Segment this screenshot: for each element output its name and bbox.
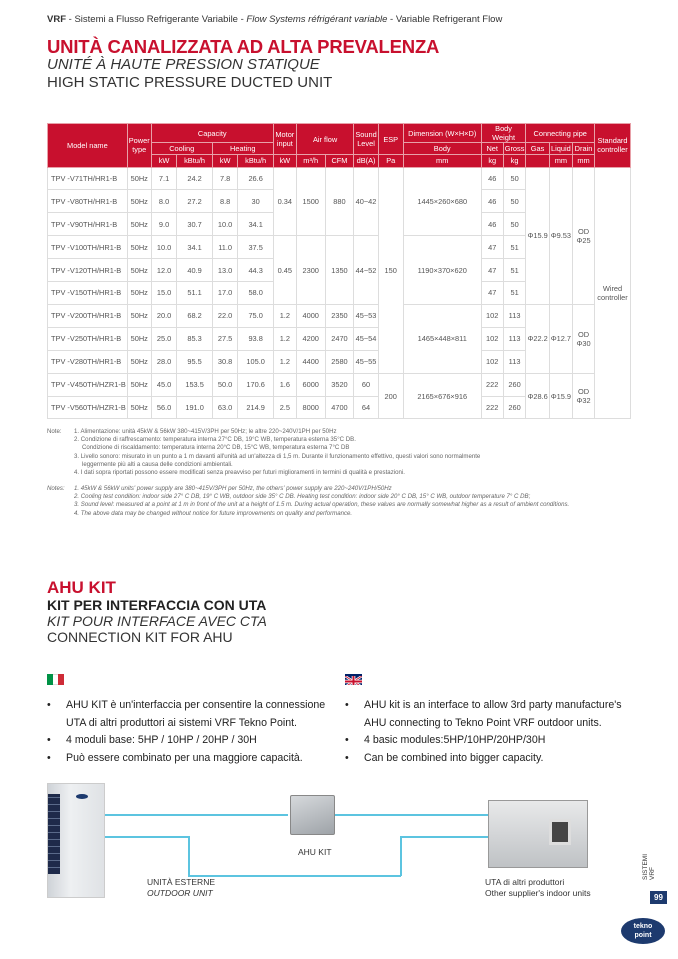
dimension: 1445×260×680 bbox=[403, 167, 481, 236]
power-type: 50Hz bbox=[127, 304, 151, 327]
col-model: Model name bbox=[48, 124, 128, 168]
ahu-kit-image bbox=[290, 795, 335, 835]
power-type: 50Hz bbox=[127, 259, 151, 282]
col-weight: Body Weight bbox=[481, 124, 526, 143]
bullet-item: • AHU KIT è un'interfaccia per consentire la connessione UTA di altri produttori ai sistemi VRF Tekno Point. bbox=[44, 697, 344, 732]
note-line bbox=[47, 469, 480, 477]
outdoor-unit-image bbox=[47, 783, 105, 898]
model-name: TPV -V560TH/HZR1-B bbox=[48, 396, 128, 419]
model-name: TPV -V80TH/HR1-B bbox=[48, 190, 128, 213]
heating-kw: 22.0 bbox=[212, 304, 238, 327]
note-line bbox=[47, 493, 569, 501]
weight-net: 47 bbox=[481, 282, 503, 305]
notes-italian bbox=[47, 428, 480, 477]
motor-input: 2.5 bbox=[273, 396, 296, 419]
indoor-label-it: UTA di altri produttori bbox=[485, 877, 565, 887]
section-subtitle-it: KIT PER INTERFACCIA CON UTA bbox=[47, 597, 267, 613]
cooling-kw: 8.0 bbox=[151, 190, 177, 213]
note-text: leggermente più alti a causa delle condizioni ambientali. bbox=[82, 460, 233, 468]
motor-input: 0.45 bbox=[273, 236, 296, 305]
note-line bbox=[47, 428, 480, 436]
sound-level: 64 bbox=[354, 396, 378, 419]
weight-gross: 113 bbox=[503, 327, 526, 350]
cooling-kbtu: 30.7 bbox=[177, 213, 212, 236]
col-airflow: Air flow bbox=[296, 124, 354, 155]
col-controller: Standard controller bbox=[595, 124, 631, 168]
heating-kw: 10.0 bbox=[212, 213, 238, 236]
weight-net: 46 bbox=[481, 190, 503, 213]
note-text: 3. Sound level: measured at a point at 1 m in front of the unit at a height of 1.5 m. During actual operation, these values are normally somewhat higher as a result of ambient conditions. bbox=[74, 501, 570, 509]
cooling-kw: 28.0 bbox=[151, 350, 177, 373]
note-line bbox=[47, 436, 480, 444]
pipe-liquid: Φ9.53 bbox=[549, 167, 572, 304]
table-row bbox=[48, 167, 631, 190]
weight-gross: 51 bbox=[503, 236, 526, 259]
weight-gross: 260 bbox=[503, 396, 526, 419]
heating-kw: 7.8 bbox=[212, 167, 238, 190]
sound-level: 45~55 bbox=[354, 350, 378, 373]
weight-net: 102 bbox=[481, 350, 503, 373]
cooling-kw: 10.0 bbox=[151, 236, 177, 259]
note-text: 3. Livello sonoro: misurato in un punto a 1 m davanti all'unità ad un'altezza di 1,5 m. Durante il funzionamento effettivo, questi valori sono normalmente bbox=[74, 452, 481, 460]
heating-kw: 17.0 bbox=[212, 282, 238, 305]
cooling-kw: 56.0 bbox=[151, 396, 177, 419]
power-type: 50Hz bbox=[127, 350, 151, 373]
col-gross: Gross bbox=[504, 144, 525, 154]
col-gas: Gas bbox=[526, 143, 549, 155]
cooling-kbtu: 34.1 bbox=[177, 236, 212, 259]
airflow-m3h: 8000 bbox=[296, 396, 325, 419]
weight-net: 47 bbox=[481, 236, 503, 259]
heating-kw: 8.8 bbox=[212, 190, 238, 213]
unit: m³/h bbox=[296, 155, 325, 167]
bullet-item: • AHU kit is an interface to allow 3rd party manufacture's AHU connecting to Tekno Point VRF outdoor units. bbox=[342, 697, 642, 732]
section-title: AHU KIT bbox=[47, 578, 116, 597]
pipe-liquid: Φ12.7 bbox=[549, 304, 572, 373]
col-motor: Motor input bbox=[273, 124, 296, 155]
italian-flag-icon bbox=[47, 674, 64, 685]
esp: 150 bbox=[378, 167, 403, 373]
weight-net: 222 bbox=[481, 373, 503, 396]
heating-kbtu: 105.0 bbox=[238, 350, 273, 373]
airflow-m3h: 2300 bbox=[296, 236, 325, 305]
indoor-unit-image bbox=[488, 800, 588, 868]
power-type: 50Hz bbox=[127, 190, 151, 213]
col-capacity: Capacity bbox=[151, 124, 273, 143]
ahu-kit-label: AHU KIT bbox=[298, 847, 332, 857]
pipe-liquid: Φ15.9 bbox=[549, 373, 572, 419]
heating-kw: 63.0 bbox=[212, 396, 238, 419]
model-name: TPV -V450TH/HZR1-B bbox=[48, 373, 128, 396]
page-number: 99 bbox=[650, 891, 667, 904]
pipe-gas: Φ22.2 bbox=[526, 304, 549, 373]
col-heating: Heating bbox=[212, 143, 273, 155]
weight-gross: 50 bbox=[503, 167, 526, 190]
col-body: Body bbox=[403, 143, 481, 155]
unit: mm bbox=[549, 155, 572, 167]
note-text: 4. I dati sopra riportati possono essere modificati senza preavviso per futuri miglioramenti in termini di qualità e prestazioni. bbox=[74, 469, 405, 477]
airflow-cfm: 2580 bbox=[325, 350, 354, 373]
cooling-kbtu: 40.9 bbox=[177, 259, 212, 282]
col-drain: Drain bbox=[573, 143, 595, 155]
sound-level: 60 bbox=[354, 373, 378, 396]
heating-kbtu: 44.3 bbox=[238, 259, 273, 282]
outdoor-label-it: UNITÀ ESTERNE bbox=[147, 877, 216, 887]
weight-gross: 113 bbox=[503, 304, 526, 327]
sound-level: 40~42 bbox=[354, 167, 378, 236]
note-text: 1. Alimentazione: unità 45kW & 56kW 380~415V/3PH per 50Hz; le altre 220~240V/1PH per 50Hz bbox=[74, 428, 337, 435]
cooling-kbtu: 27.2 bbox=[177, 190, 212, 213]
model-name: TPV -V150TH/HR1-B bbox=[48, 282, 128, 305]
note-label: Note: bbox=[47, 428, 62, 435]
heating-kbtu: 26.6 bbox=[238, 167, 273, 190]
weight-net: 47 bbox=[481, 259, 503, 282]
weight-gross: 260 bbox=[503, 373, 526, 396]
pipe-drain: OD Φ32 bbox=[573, 373, 595, 419]
motor-input: 1.6 bbox=[273, 373, 296, 396]
model-name: TPV -V100TH/HR1-B bbox=[48, 236, 128, 259]
airflow-cfm: 1350 bbox=[325, 236, 354, 305]
bullet-item: • 4 basic modules:5HP/10HP/20HP/30H bbox=[342, 732, 642, 750]
cooling-kbtu: 191.0 bbox=[177, 396, 212, 419]
sound-level: 44~52 bbox=[354, 236, 378, 305]
note-line bbox=[47, 510, 569, 518]
airflow-cfm: 2470 bbox=[325, 327, 354, 350]
indoor-label-en: Other supplier's indoor units bbox=[485, 888, 591, 898]
unit: dB(A) bbox=[354, 155, 378, 167]
airflow-cfm: 2350 bbox=[325, 304, 354, 327]
bullet-item: • 4 moduli base: 5HP / 10HP / 20HP / 30H bbox=[44, 732, 344, 750]
note-label: Notes: bbox=[47, 485, 65, 492]
note-text: 4. The above data may be changed without notice for future improvements on quality and performance. bbox=[74, 509, 353, 517]
cooling-kw: 9.0 bbox=[151, 213, 177, 236]
col-cooling: Cooling bbox=[151, 143, 212, 155]
pipe-gas: Φ15.9 bbox=[526, 167, 549, 304]
motor-input: 1.2 bbox=[273, 304, 296, 327]
heating-kbtu: 93.8 bbox=[238, 327, 273, 350]
power-type: 50Hz bbox=[127, 167, 151, 190]
table-row bbox=[48, 304, 631, 327]
note-line bbox=[47, 501, 569, 509]
heating-kbtu: 34.1 bbox=[238, 213, 273, 236]
note-line bbox=[47, 461, 480, 469]
note-text: Condizione di riscaldamento: temperatura interna 20°C DB, 15°C WB, temperatura esterna 7°C DB bbox=[82, 444, 350, 452]
motor-input: 1.2 bbox=[273, 327, 296, 350]
heating-kbtu: 170.6 bbox=[238, 373, 273, 396]
bullets-english bbox=[342, 697, 642, 767]
heating-kw: 11.0 bbox=[212, 236, 238, 259]
section-subtitle-en: CONNECTION KIT FOR AHU bbox=[47, 629, 233, 645]
heating-kw: 27.5 bbox=[212, 327, 238, 350]
weight-net: 102 bbox=[481, 327, 503, 350]
running-header: VRF - Sistemi a Flusso Refrigerante Variabile - Flow Systems réfrigérant variable - Variable Refrigerant Flow bbox=[47, 14, 503, 25]
heating-kbtu: 37.5 bbox=[238, 236, 273, 259]
pipe-drain: OD Φ25 bbox=[573, 167, 595, 304]
col-liquid: Liquid bbox=[550, 144, 571, 154]
table-row bbox=[48, 373, 631, 396]
notes-english bbox=[47, 485, 569, 518]
cooling-kw: 20.0 bbox=[151, 304, 177, 327]
unit: CFM bbox=[325, 155, 354, 167]
sound-level: 45~53 bbox=[354, 304, 378, 327]
col-esp: ESP bbox=[378, 124, 403, 155]
airflow-m3h: 4200 bbox=[296, 327, 325, 350]
note-line bbox=[47, 485, 569, 493]
unit: kg bbox=[481, 155, 503, 167]
airflow-cfm: 4700 bbox=[325, 396, 354, 419]
bullets-italian bbox=[44, 697, 344, 767]
page-subtitle-en: HIGH STATIC PRESSURE DUCTED UNIT bbox=[47, 74, 333, 91]
model-name: TPV -V120TH/HR1-B bbox=[48, 259, 128, 282]
bullet-item: • Può essere combinato per una maggiore capacità. bbox=[44, 750, 344, 768]
motor-input: 0.34 bbox=[273, 167, 296, 236]
esp: 200 bbox=[378, 373, 403, 419]
unit: kBtu/h bbox=[177, 155, 212, 167]
col-power: Power type bbox=[127, 124, 151, 168]
cooling-kbtu: 95.5 bbox=[177, 350, 212, 373]
weight-net: 46 bbox=[481, 213, 503, 236]
note-text: 1. 45kW & 56kW units' power supply are 380~415V/3PH per 50Hz, the others' power supply are 220~240V/1PH/50Hz bbox=[74, 485, 392, 492]
unit: kW bbox=[212, 155, 238, 167]
cooling-kw: 15.0 bbox=[151, 282, 177, 305]
col-sound: Sound Level bbox=[354, 124, 378, 155]
bullet-item: • Can be combined into bigger capacity. bbox=[342, 750, 642, 768]
spec-table bbox=[47, 123, 631, 419]
power-type: 50Hz bbox=[127, 373, 151, 396]
model-name: TPV -V71TH/HR1-B bbox=[48, 167, 128, 190]
heating-kbtu: 214.9 bbox=[238, 396, 273, 419]
heating-kbtu: 75.0 bbox=[238, 304, 273, 327]
pipe-drain: OD Φ30 bbox=[573, 304, 595, 373]
heating-kbtu: 58.0 bbox=[238, 282, 273, 305]
weight-gross: 113 bbox=[503, 350, 526, 373]
heating-kbtu: 30 bbox=[238, 190, 273, 213]
col-dimension: Dimension (W×H×D) bbox=[403, 124, 481, 143]
airflow-m3h: 4400 bbox=[296, 350, 325, 373]
unit: mm bbox=[403, 155, 481, 167]
note-text: 2. Condizione di raffrescamento: temperatura interna 27°C DB, 19°C WB, temperatura esterna 35°C DB. bbox=[74, 436, 356, 444]
note-line bbox=[47, 444, 480, 452]
unit: mm bbox=[573, 155, 595, 167]
cooling-kw: 12.0 bbox=[151, 259, 177, 282]
weight-gross: 51 bbox=[503, 282, 526, 305]
cooling-kbtu: 153.5 bbox=[177, 373, 212, 396]
cooling-kw: 45.0 bbox=[151, 373, 177, 396]
weight-net: 222 bbox=[481, 396, 503, 419]
weight-gross: 50 bbox=[503, 213, 526, 236]
sound-level: 45~54 bbox=[354, 327, 378, 350]
weight-net: 46 bbox=[481, 167, 503, 190]
airflow-m3h: 1500 bbox=[296, 167, 325, 236]
model-name: TPV -V280TH/HR1-B bbox=[48, 350, 128, 373]
airflow-m3h: 4000 bbox=[296, 304, 325, 327]
airflow-cfm: 880 bbox=[325, 167, 354, 236]
unit: kBtu/h bbox=[238, 155, 273, 167]
col-net: Net bbox=[481, 143, 503, 155]
power-type: 50Hz bbox=[127, 236, 151, 259]
weight-net: 102 bbox=[481, 304, 503, 327]
weight-gross: 50 bbox=[503, 190, 526, 213]
cooling-kw: 7.1 bbox=[151, 167, 177, 190]
airflow-cfm: 3520 bbox=[325, 373, 354, 396]
unit bbox=[526, 155, 549, 167]
power-type: 50Hz bbox=[127, 213, 151, 236]
page-subtitle-fr: UNITÉ À HAUTE PRESSION STATIQUE bbox=[47, 56, 320, 73]
cooling-kbtu: 68.2 bbox=[177, 304, 212, 327]
weight-gross: 51 bbox=[503, 259, 526, 282]
note-line bbox=[47, 453, 480, 461]
cooling-kbtu: 85.3 bbox=[177, 327, 212, 350]
dimension: 1465×448×811 bbox=[403, 304, 481, 373]
model-name: TPV -V200TH/HR1-B bbox=[48, 304, 128, 327]
heating-kw: 30.8 bbox=[212, 350, 238, 373]
uk-flag-icon bbox=[345, 674, 362, 685]
heating-kw: 13.0 bbox=[212, 259, 238, 282]
power-type: 50Hz bbox=[127, 396, 151, 419]
power-type: 50Hz bbox=[127, 282, 151, 305]
unit: Pa bbox=[378, 155, 403, 167]
model-name: TPV -V90TH/HR1-B bbox=[48, 213, 128, 236]
cooling-kbtu: 24.2 bbox=[177, 167, 212, 190]
power-type: 50Hz bbox=[127, 327, 151, 350]
page-title: UNITÀ CANALIZZATA AD ALTA PREVALENZA bbox=[47, 36, 440, 57]
col-pipe: Connecting pipe bbox=[526, 124, 595, 143]
cooling-kw: 25.0 bbox=[151, 327, 177, 350]
unit: kW bbox=[273, 155, 296, 167]
heating-kw: 50.0 bbox=[212, 373, 238, 396]
unit: kW bbox=[151, 155, 177, 167]
tekno-point-logo: tekno point bbox=[621, 918, 665, 944]
section-subtitle-fr: KIT POUR INTERFACE AVEC CTA bbox=[47, 613, 267, 629]
dimension: 1190×370×620 bbox=[403, 236, 481, 305]
dimension: 2165×676×916 bbox=[403, 373, 481, 419]
unit: kg bbox=[503, 155, 526, 167]
model-name: TPV -V250TH/HR1-B bbox=[48, 327, 128, 350]
airflow-m3h: 6000 bbox=[296, 373, 325, 396]
outdoor-label-en: OUTDOOR UNIT bbox=[147, 888, 213, 898]
cooling-kbtu: 51.1 bbox=[177, 282, 212, 305]
motor-input: 1.2 bbox=[273, 350, 296, 373]
pipe-gas: Φ28.6 bbox=[526, 373, 549, 419]
section-tab: SISTEMI VRF bbox=[642, 853, 656, 880]
standard-controller: Wired controller bbox=[595, 167, 631, 419]
note-text: 2. Cooling test condition: indoor side 27° C DB, 19° C WB, outdoor side 35° C DB. Heating test condition: indoor side 20° C DB, 15° C WB, outdoor temperature 7° C DB; bbox=[74, 493, 531, 501]
